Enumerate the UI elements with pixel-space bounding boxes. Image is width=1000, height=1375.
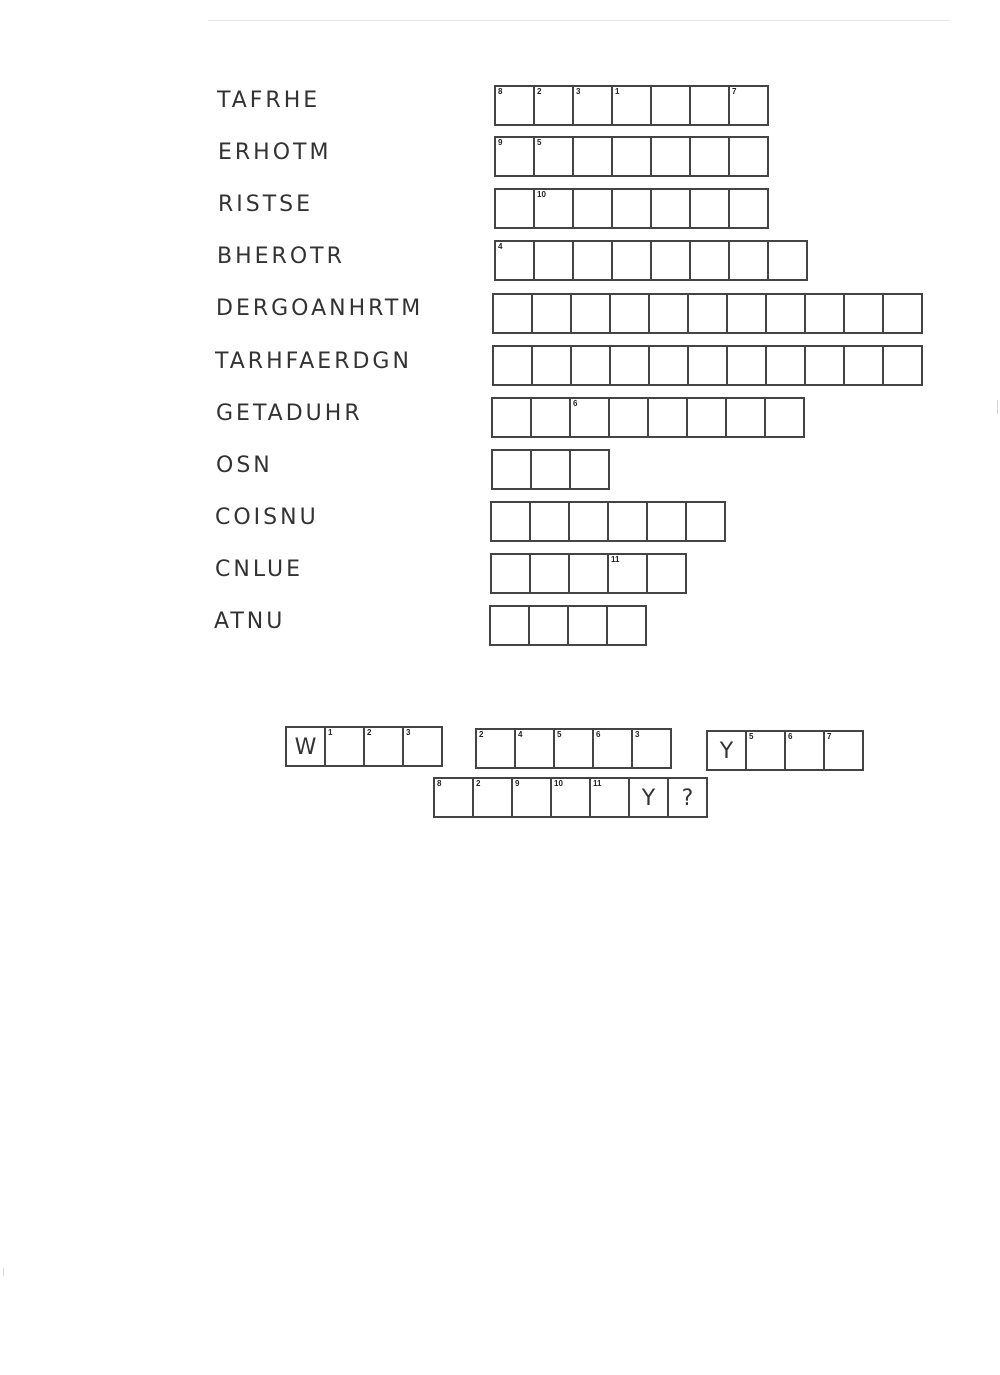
answer-cell[interactable] [494, 240, 535, 281]
answer-cell[interactable] [728, 240, 769, 281]
question-cell[interactable] [402, 726, 443, 767]
cell-letter: ? [681, 786, 694, 811]
cell-number: 5 [537, 138, 542, 147]
question-cell[interactable] [745, 730, 786, 771]
answer-cell[interactable] [494, 136, 535, 177]
answer-cell[interactable] [728, 136, 769, 177]
question-cell[interactable] [433, 777, 474, 818]
question-cell[interactable] [706, 730, 747, 771]
answer-cell[interactable] [687, 345, 728, 386]
answer-cell[interactable] [609, 293, 650, 334]
cell-number: 2 [476, 779, 481, 788]
answer-cell[interactable] [529, 501, 570, 542]
question-word [433, 777, 708, 818]
answer-cell[interactable] [530, 449, 571, 490]
answer-cell[interactable] [611, 240, 652, 281]
answer-cell[interactable] [489, 605, 530, 646]
scrambled-word: CNLUE [215, 557, 303, 582]
answer-cell[interactable] [686, 397, 727, 438]
cell-letter: W [294, 735, 317, 760]
question-cell[interactable] [550, 777, 591, 818]
question-cell[interactable] [784, 730, 825, 771]
answer-cell[interactable] [529, 553, 570, 594]
answer-cell[interactable] [765, 345, 806, 386]
answer-cell[interactable] [609, 345, 650, 386]
answer-cell[interactable] [572, 240, 613, 281]
answer-cell[interactable] [608, 397, 649, 438]
question-cell[interactable] [823, 730, 864, 771]
cell-number: 7 [827, 732, 832, 741]
cell-number: 11 [593, 779, 602, 788]
cell-number: 6 [788, 732, 793, 741]
answer-cell[interactable] [606, 605, 647, 646]
cell-number: 9 [498, 138, 503, 147]
cell-number: 3 [576, 87, 581, 96]
cell-number: 11 [611, 555, 620, 564]
answer-cell[interactable] [804, 293, 845, 334]
question-word [285, 726, 443, 767]
answer-row [489, 605, 647, 646]
answer-cell[interactable] [528, 605, 569, 646]
cell-number: 1 [328, 728, 333, 737]
answer-cell[interactable] [764, 397, 805, 438]
answer-cell[interactable] [570, 293, 611, 334]
answer-cell[interactable] [646, 501, 687, 542]
answer-cell[interactable] [490, 501, 531, 542]
cell-number: 4 [518, 730, 523, 739]
answer-cell[interactable] [567, 605, 608, 646]
answer-cell[interactable] [492, 345, 533, 386]
answer-row [492, 293, 923, 334]
answer-cell[interactable] [646, 553, 687, 594]
answer-cell[interactable] [490, 553, 531, 594]
answer-cell[interactable] [570, 345, 611, 386]
cell-number: 2 [537, 87, 542, 96]
answer-cell[interactable] [648, 345, 689, 386]
answer-cell[interactable] [491, 449, 532, 490]
answer-cell[interactable] [726, 293, 767, 334]
answer-cell[interactable] [650, 136, 691, 177]
question-cell[interactable] [589, 777, 630, 818]
answer-cell[interactable] [726, 345, 767, 386]
question-cell[interactable] [324, 726, 365, 767]
question-cell[interactable] [285, 726, 326, 767]
question-cell[interactable] [667, 777, 708, 818]
answer-cell[interactable] [569, 397, 610, 438]
answer-cell[interactable] [568, 553, 609, 594]
answer-cell[interactable] [728, 85, 769, 126]
answer-row [490, 553, 687, 594]
answer-cell[interactable] [647, 397, 688, 438]
scrambled-word: DERGOANHRTM [216, 296, 424, 321]
answer-cell[interactable] [533, 85, 574, 126]
answer-cell[interactable] [531, 345, 572, 386]
answer-cell[interactable] [569, 449, 610, 490]
scrambled-word: GETADUHR [216, 401, 363, 426]
answer-cell[interactable] [568, 501, 609, 542]
answer-cell[interactable] [572, 85, 613, 126]
scan-edge-mark [997, 400, 998, 414]
scrambled-word: ATNU [214, 609, 286, 634]
cell-number: 1 [615, 87, 620, 96]
question-cell[interactable] [553, 728, 594, 769]
answer-cell[interactable] [611, 136, 652, 177]
answer-row [491, 449, 610, 490]
answer-row [492, 345, 923, 386]
answer-cell[interactable] [650, 240, 691, 281]
cell-number: 3 [406, 728, 411, 737]
scan-edge-mark [3, 1268, 4, 1276]
answer-cell[interactable] [804, 345, 845, 386]
answer-cell[interactable] [685, 501, 726, 542]
cell-number: 2 [367, 728, 372, 737]
answer-cell[interactable] [687, 293, 728, 334]
answer-cell[interactable] [572, 136, 613, 177]
answer-cell[interactable] [491, 397, 532, 438]
answer-cell[interactable] [843, 345, 884, 386]
answer-cell[interactable] [728, 188, 769, 229]
scrambled-word: TAFRHE [217, 88, 321, 113]
answer-row [494, 136, 769, 177]
answer-cell[interactable] [494, 85, 535, 126]
answer-cell[interactable] [531, 293, 572, 334]
answer-cell[interactable] [767, 240, 808, 281]
cell-number: 6 [573, 399, 578, 408]
scrambled-word: ERHOTM [218, 140, 332, 165]
answer-row [490, 501, 726, 542]
answer-cell[interactable] [843, 293, 884, 334]
answer-cell[interactable] [607, 501, 648, 542]
cell-number: 6 [596, 730, 601, 739]
cell-number: 10 [554, 779, 563, 788]
answer-cell[interactable] [533, 188, 574, 229]
cell-number: 8 [437, 779, 442, 788]
question-word [706, 730, 864, 771]
question-cell[interactable] [628, 777, 669, 818]
cell-number: 5 [749, 732, 754, 741]
answer-cell[interactable] [689, 188, 730, 229]
question-cell[interactable] [514, 728, 555, 769]
question-word [475, 728, 672, 769]
cell-letter: Y [719, 739, 734, 764]
answer-cell[interactable] [689, 85, 730, 126]
answer-cell[interactable] [689, 240, 730, 281]
answer-cell[interactable] [611, 188, 652, 229]
answer-cell[interactable] [725, 397, 766, 438]
answer-row [491, 397, 805, 438]
cell-letter: Y [641, 786, 656, 811]
cell-number: 7 [732, 87, 737, 96]
cell-number: 9 [515, 779, 520, 788]
scrambled-word: COISNU [215, 505, 319, 530]
question-cell[interactable] [363, 726, 404, 767]
top-edge-rule [208, 20, 950, 21]
cell-number: 4 [498, 242, 503, 251]
scrambled-word: TARHFAERDGN [215, 349, 412, 374]
answer-row [494, 188, 769, 229]
answer-cell[interactable] [611, 85, 652, 126]
scrambled-word: OSN [216, 453, 273, 478]
answer-cell[interactable] [533, 136, 574, 177]
answer-row [494, 85, 769, 126]
answer-cell[interactable] [607, 553, 648, 594]
scrambled-word: RISTSE [218, 192, 314, 217]
answer-cell[interactable] [689, 136, 730, 177]
answer-cell[interactable] [492, 293, 533, 334]
question-cell[interactable] [592, 728, 633, 769]
answer-cell[interactable] [494, 188, 535, 229]
answer-cell[interactable] [530, 397, 571, 438]
cell-number: 10 [537, 190, 546, 199]
answer-cell[interactable] [533, 240, 574, 281]
cell-number: 3 [635, 730, 640, 739]
answer-cell[interactable] [650, 188, 691, 229]
cell-number: 8 [498, 87, 503, 96]
scrambled-word: BHEROTR [217, 244, 345, 269]
answer-cell[interactable] [882, 345, 923, 386]
answer-cell[interactable] [882, 293, 923, 334]
answer-cell[interactable] [765, 293, 806, 334]
answer-row [494, 240, 808, 281]
question-cell[interactable] [511, 777, 552, 818]
cell-number: 5 [557, 730, 562, 739]
answer-cell[interactable] [650, 85, 691, 126]
cell-number: 2 [479, 730, 484, 739]
question-cell[interactable] [631, 728, 672, 769]
answer-cell[interactable] [648, 293, 689, 334]
question-cell[interactable] [472, 777, 513, 818]
question-cell[interactable] [475, 728, 516, 769]
answer-cell[interactable] [572, 188, 613, 229]
